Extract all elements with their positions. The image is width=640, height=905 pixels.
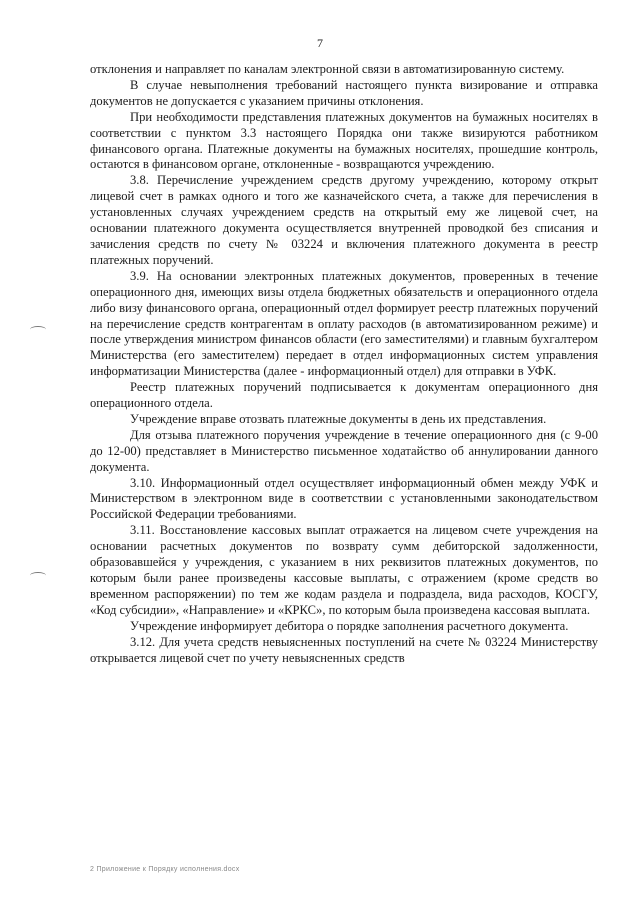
paragraph: При необходимости представления платежных документов на бумажных носителях в соответствии с пунктом 3.3 настоящего Порядка они также визируются работником финансового органа. Платежные документы на бумажных носителях, прошедшие контроль, остаются в финансовом органе, отклоненные - возвращаются учреждению. [90,109,598,172]
paragraph: Учреждение вправе отозвать платежные документы в день их представления. [130,411,547,426]
paragraph: 3.12. Для учета средств невыясненных поступлений на счете № 03224 Министерству открывается лицевой счет по учету невыясненных средств [90,634,598,665]
paragraph: Для отзыва платежного поручения учреждение в течение операционного дня (с 9-00 до 12-00) представляет в Министерство письменное ходатайство об аннулировании данного документа. [90,427,598,474]
margin-mark-lower [30,572,46,579]
page-number: 7 [317,36,323,50]
margin-mark-upper [30,326,46,333]
paragraph: Учреждение информирует дебитора о порядке заполнения расчетного документа. [130,618,569,633]
footer-filename: 2 Приложение к Порядку исполнения.docx [90,866,240,873]
paragraph: 3.9. На основании электронных платежных документов, проверенных в течение операционного дня, имеющих визы отдела бюджетных обязательств и операционного отдела либо визу финансового органа, операционный отдел формирует реестр платежных поручений на перечисление средств контрагентам в оплату расходов (в автоматизированном режиме) и после утверждения министром финансов области (его заместителями) и главным бухгалтером Министерства (его заместителем) передает в отдел информационных систем управления информатизации Министерства (далее - информационный отдел) для отправки в УФК. [90,268,598,379]
paragraph: отклонения и направляет по каналам электронной связи в автоматизированную систему. [90,62,565,76]
paragraph: 3.11. Восстановление кассовых выплат отражается на лицевом счете учреждения на основании расчетных документов по возврату сумм дебиторской задолженности, образовавшейся у учреждения, с указанием в них реквизитов платежных документов, по которым были ранее произведены кассовые выплаты, с отражением (кроме средств во временном распоряжении) по тем же кодам раздела и подраздела, вида расходов, КОСГУ, «Код субсидии», «Направление» и «КРКС», по которым была произведена кассовая выплата. [90,523,598,617]
paragraph: Реестр платежных поручений подписывается к документам операционного дня операционного отдела. [90,380,598,411]
paragraph: В случае невыполнения требований настоящего пункта визирование и отправка документов не допускается с указанием причины отклонения. [90,77,598,108]
document-body [90,62,598,666]
paragraph: 3.10. Информационный отдел осуществляет информационный обмен между УФК и Министерством в электронном виде в соответствии с установленными законодательством Российской Федерации требованиями. [90,475,598,522]
paragraph: 3.8. Перечисление учреждением средств другому учреждению, которому открыт лицевой счет в рамках одного и того же казначейского счета, а также для перечисления в установленных случаях учреждением средств на открытый ему же лицевой счет, на основании платежного документа осуществляется внутренней проводкой без списания и зачисления средств по счету № 03224 и включения платежного документа в реестр платежных поручений. [90,173,598,267]
